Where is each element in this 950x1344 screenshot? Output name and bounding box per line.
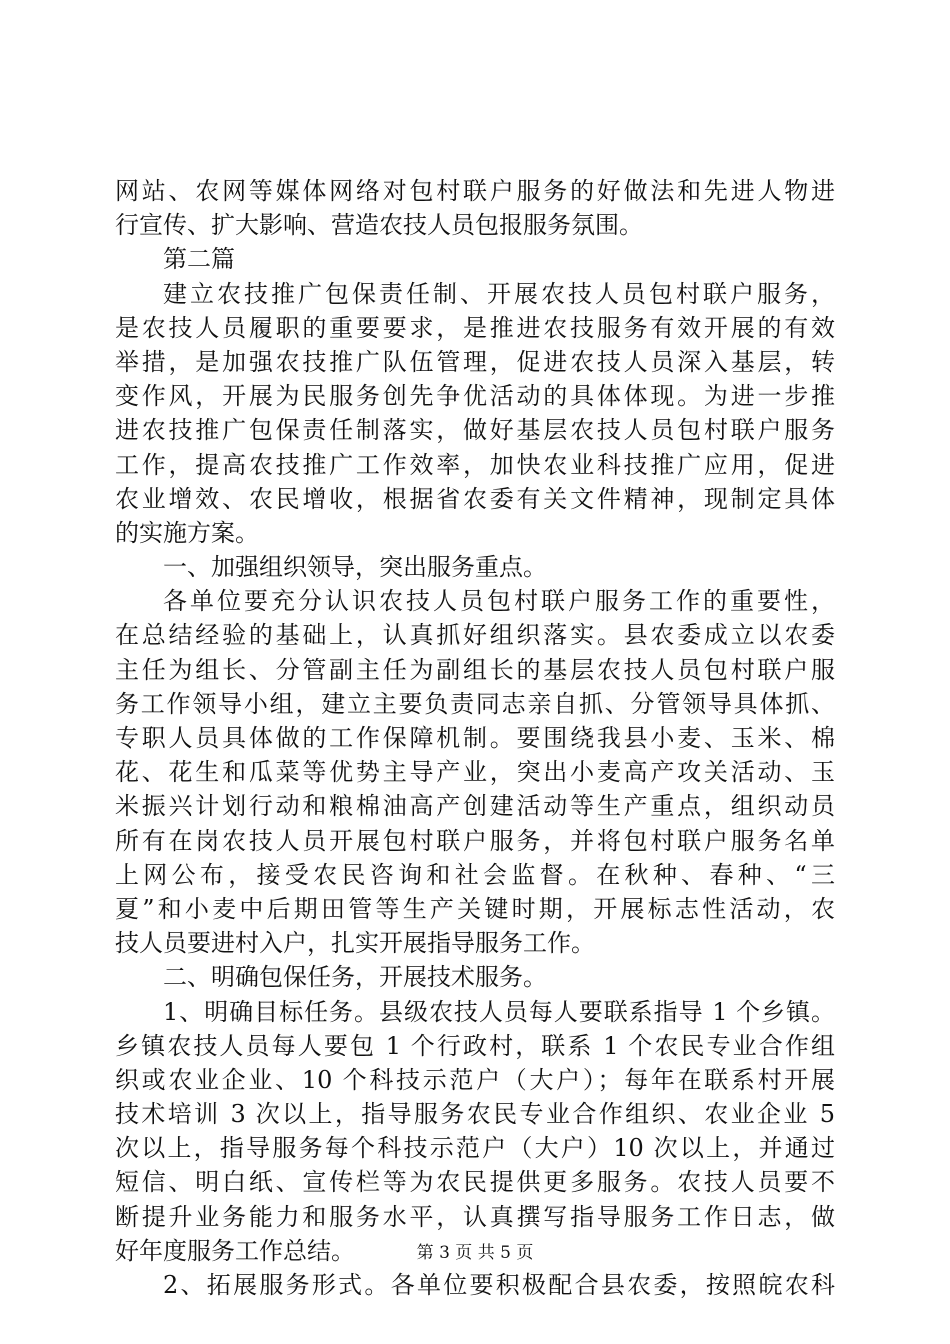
text-line: 网站、农网等媒体网络对包村联户服务的好做法和先进人物进 [115,177,835,205]
text-line: 进农技推广包保责任制落实，做好基层农技人员包村联户服务 [115,416,835,445]
text-line: 上网公布，接受农民咨询和社会监督。在秋种、春种、“三 [115,860,835,889]
text-line: 夏”和小麦中后期田管等生产关键时期，开展标志性活动，农 [115,894,835,923]
text-line: 二、明确包保任务，开展技术服务。 [163,963,547,992]
text-line: 的实施方案。 [115,518,259,547]
text-line: 农业增效、农民增收，根据省农委有关文件精神，现制定具体 [115,484,835,513]
text-line: 是农技人员履职的重要要求，是推进农技服务有效开展的有效 [115,313,835,342]
text-line: 好年度服务工作总结。 [115,1236,355,1265]
text-line: 米振兴计划行动和粮棉油高产创建活动等生产重点，组织动员 [115,792,835,821]
text-line: 1、明确目标任务。县级农技人员每人要联系指导 1 个乡镇。 [163,997,835,1026]
text-line: 主任为组长、分管副主任为副组长的基层农技人员包村联户服 [115,655,835,684]
text-line: 举措，是加强农技推广队伍管理，促进农技人员深入基层，转 [115,347,835,376]
text-line: 行宣传、扩大影响、营造农技人员包报服务氛围。 [115,211,643,240]
text-line: 花、花生和瓜菜等优势主导产业，突出小麦高产攻关活动、玉 [115,758,835,787]
text-line: 各单位要充分认识农技人员包村联户服务工作的重要性， [163,587,835,616]
text-line: 工作，提高农技推广工作效率，加快农业科技推广应用，促进 [115,450,835,479]
text-line: 建立农技推广包保责任制、开展农技人员包村联户服务， [163,279,835,308]
text-line: 专职人员具体做的工作保障机制。要围绕我县小麦、玉米、棉 [115,724,835,752]
text-line: 第二篇 [163,245,235,274]
text-line: 技术培训 3 次以上，指导服务农民专业合作组织、农业企业 5 [115,1100,835,1129]
text-line: 一、加强组织领导，突出服务重点。 [163,553,547,582]
text-line: 断提升业务能力和服务水平，认真撰写指导服务工作日志，做 [115,1202,835,1231]
text-line: 织或农业企业、10 个科技示范户（大户）；每年在联系村开展 [115,1065,835,1094]
text-line: 所有在岗农技人员开展包村联户服务，并将包村联户服务名单 [115,826,835,855]
text-line: 2、拓展服务形式。各单位要积极配合县农委，按照皖农科 [163,1271,835,1299]
text-line: 变作风，开展为民服务创先争优活动的具体体现。为进一步推 [115,382,835,411]
text-line: 乡镇农技人员每人要包 1 个行政村，联系 1 个农民专业合作组 [115,1031,835,1060]
text-line: 短信、明白纸、宣传栏等为农民提供更多服务。农技人员要不 [115,1168,835,1197]
text-line: 务工作领导小组，建立主要负责同志亲自抓、分管领导具体抓、 [115,689,835,718]
text-line: 在总结经验的基础上，认真抓好组织落实。县农委成立以农委 [115,621,835,650]
text-line: 次以上，指导服务每个科技示范户（大户）10 次以上，并通过 [115,1134,835,1163]
page-footer: 第 3 页 共 5 页 [416,1243,534,1263]
body-text [115,174,835,1302]
text-line: 技人员要进村入户，扎实开展指导服务工作。 [115,929,595,958]
